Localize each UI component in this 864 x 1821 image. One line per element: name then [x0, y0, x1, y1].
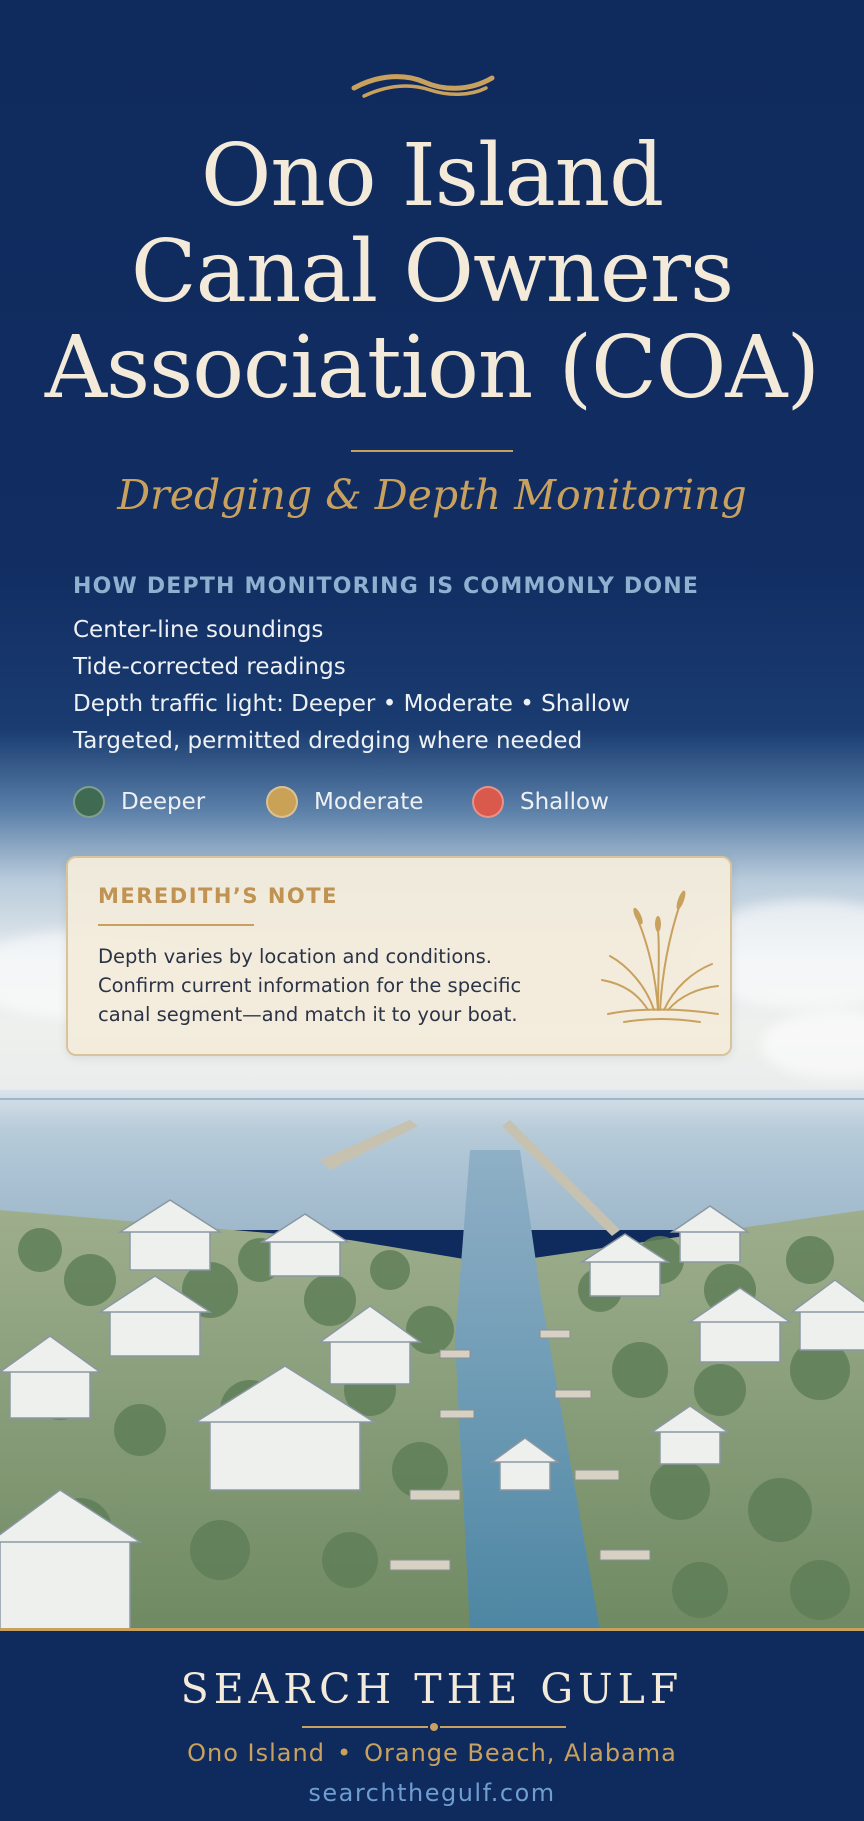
title-line: Ono Island	[200, 126, 664, 226]
merediths-note-card	[66, 856, 732, 1056]
page-subtitle: Dredging & Depth Monitoring	[117, 471, 747, 519]
title-line: Canal Owners	[130, 222, 734, 322]
location-separator: •	[336, 1739, 353, 1767]
methods-list	[73, 612, 630, 760]
sea-oats-icon	[588, 880, 728, 1030]
method-item: Depth traffic light: Deeper • Moderate • Shallow	[73, 691, 631, 717]
location-island: Ono Island	[187, 1739, 325, 1767]
brand-divider-dot	[430, 1723, 438, 1731]
title-divider	[351, 450, 513, 452]
methods-heading: HOW DEPTH MONITORING IS COMMONLY DONE	[73, 574, 700, 599]
moderate-dot-icon	[266, 786, 298, 818]
website-link[interactable]: searchthegulf.com	[308, 1779, 556, 1807]
note-divider	[98, 924, 254, 926]
note-body: Depth varies by location and conditions. Confirm current information for the specific canal segment—and match it to your boat.	[98, 945, 522, 1026]
canal-aerial-illustration	[0, 1090, 864, 1630]
legend-label: Shallow	[520, 789, 609, 815]
title-line: Association (COA)	[44, 318, 820, 418]
brand-divider	[440, 1726, 566, 1728]
deeper-dot-icon	[73, 786, 105, 818]
legend-label: Deeper	[121, 789, 206, 815]
brand-divider	[302, 1726, 428, 1728]
footer-bar	[0, 1628, 864, 1821]
legend-label: Moderate	[314, 789, 424, 815]
brand-logo-text: SEARCH THE GULF	[180, 1665, 684, 1713]
depth-legend	[73, 784, 793, 820]
legend-item-deeper	[73, 784, 205, 820]
method-item: Tide-corrected readings	[73, 654, 346, 680]
legend-item-shallow	[472, 784, 609, 820]
note-heading: MEREDITH’S NOTE	[98, 884, 338, 908]
page-title	[0, 128, 864, 416]
location-city: Orange Beach, Alabama	[364, 1739, 677, 1767]
gold-wave-icon	[350, 70, 496, 100]
method-item: Center-line soundings	[73, 617, 324, 643]
legend-item-moderate	[266, 784, 423, 820]
method-item: Targeted, permitted dredging where needed	[73, 728, 583, 754]
location-line	[0, 1739, 864, 1767]
shallow-dot-icon	[472, 786, 504, 818]
